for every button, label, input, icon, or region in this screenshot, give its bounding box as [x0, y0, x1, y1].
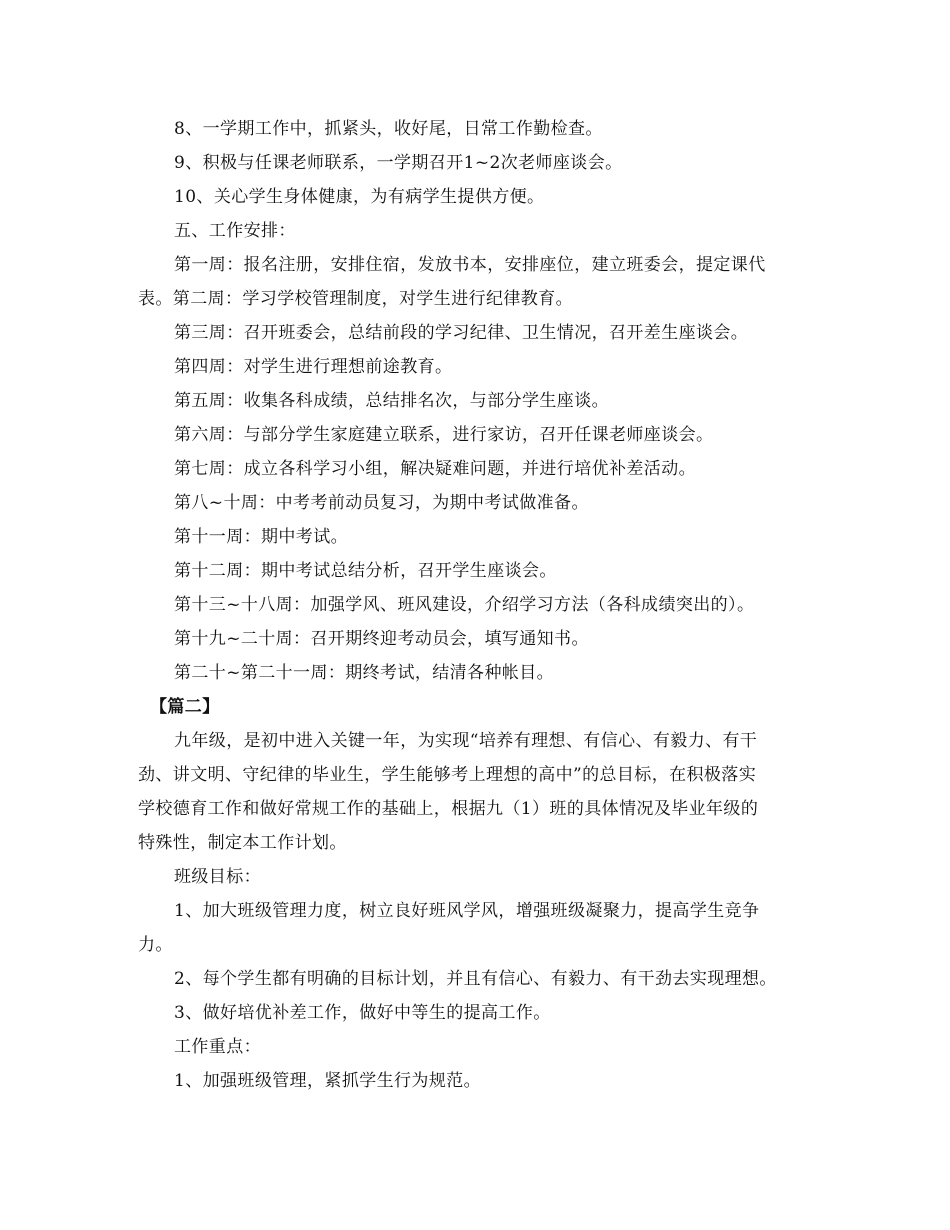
section-heading-work-schedule: 五、工作安排：: [174, 221, 296, 241]
paragraph-week-1-2: [138, 248, 812, 316]
text-line: 劲、讲文明、守纪律的毕业生，学生能够考上理想的高中”的总目标，在积极落实: [138, 765, 757, 785]
week-6: 第六周：与部分学生家庭建立联系，进行家访，召开任课老师座谈会。: [174, 425, 714, 445]
week-3: 第三周：召开班委会，总结前段的学习纪律、卫生情况，召开差生座谈会。: [174, 323, 749, 343]
goal-3: 3、做好培优补差工作，做好中等生的提高工作。: [174, 1003, 551, 1023]
text-line: 第一周：报名注册，安排住宿，发放书本，安排座位，建立班委会，提定课代: [174, 255, 766, 275]
focus-1: 1、加强班级管理，紧抓学生行为规范。: [174, 1071, 482, 1091]
text-line: 九年级，是初中进入关键一年，为实现“培养有理想、有信心、有毅力、有干: [174, 731, 758, 751]
item-9: 9、积极与任课老师联系，一学期召开1~2次老师座谈会。: [174, 153, 623, 173]
week-19-20: 第十九~二十周：召开期终迎考动员会，填写通知书。: [174, 629, 589, 649]
goal-2: 2、每个学生都有明确的目标计划，并且有信心、有毅力、有干劲去实现理想。: [174, 969, 777, 989]
week-12: 第十二周：期中考试总结分析，召开学生座谈会。: [174, 561, 557, 581]
text-line: 力。: [138, 935, 173, 955]
paragraph-intro: [138, 724, 812, 860]
subheading-class-goals: 班级目标：: [174, 867, 261, 887]
week-8-10: 第八~十周：中考考前动员复习，为期中考试做准备。: [174, 493, 589, 513]
week-13-18: 第十三~十八周：加强学风、班风建设，介绍学习方法（各科成绩突出的）。: [174, 595, 755, 615]
week-4: 第四周：对学生进行理想前途教育。: [174, 357, 453, 377]
text-line: 特殊性，制定本工作计划。: [138, 833, 347, 853]
text-line: 表。第二周：学习学校管理制度，对学生进行纪律教育。: [138, 289, 573, 309]
week-11: 第十一周：期中考试。: [174, 527, 348, 547]
section-title-part-two: 【篇二】: [150, 697, 220, 717]
week-20-21: 第二十~第二十一周：期终考试，结清各种帐目。: [174, 663, 555, 683]
item-10: 10、关心学生身体健康，为有病学生提供方便。: [174, 187, 545, 207]
text-line: 学校德育工作和做好常规工作的基础上，根据九（1）班的具体情况及毕业年级的: [138, 799, 759, 819]
text-line: 1、加大班级管理力度，树立良好班风学风，增强班级凝聚力，提高学生竞争: [174, 901, 760, 921]
item-8: 8、一学期工作中，抓紧头，收好尾，日常工作勤检查。: [174, 119, 603, 139]
subheading-work-focus: 工作重点：: [174, 1037, 261, 1057]
week-5: 第五周：收集各科成绩，总结排名次，与部分学生座谈。: [174, 391, 609, 411]
week-7: 第七周：成立各科学习小组，解决疑难问题，并进行培优补差活动。: [174, 459, 696, 479]
goal-1: [138, 894, 812, 962]
document-body: [138, 112, 812, 1098]
